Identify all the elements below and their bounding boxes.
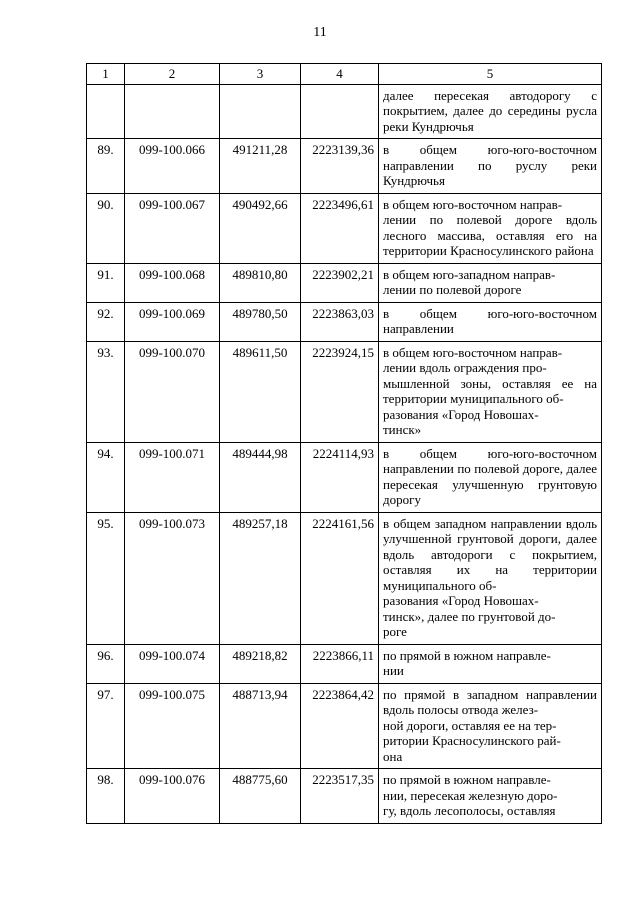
point-number-cell: 98.: [87, 769, 125, 824]
point-code-cell: 099-100.067: [125, 193, 220, 263]
column-header-5: 5: [379, 64, 602, 85]
y-coordinate-cell: 2223864,42: [301, 683, 379, 769]
x-coordinate-cell: 489444,98: [220, 442, 301, 512]
table-row: [87, 769, 602, 824]
x-coordinate-cell: 489257,18: [220, 512, 301, 644]
y-coordinate-cell: 2223139,36: [301, 139, 379, 194]
point-number-cell: 94.: [87, 442, 125, 512]
y-coordinate-cell: 2223924,15: [301, 341, 379, 442]
y-coordinate-cell: 2223866,11: [301, 644, 379, 683]
page-number: 11: [313, 25, 327, 40]
point-code-cell: 099-100.073: [125, 512, 220, 644]
table-row: [87, 683, 602, 769]
point-number-cell: 95.: [87, 512, 125, 644]
boundary-description-cell: в общем юго-юго-восточном направлении: [379, 302, 602, 341]
x-coordinate-cell: 488775,60: [220, 769, 301, 824]
point-code-cell: 099-100.076: [125, 769, 220, 824]
point-code-cell: 099-100.074: [125, 644, 220, 683]
table-row: [87, 442, 602, 512]
point-code-cell: 099-100.070: [125, 341, 220, 442]
y-coordinate-cell: 2224161,56: [301, 512, 379, 644]
table-row: [87, 263, 602, 302]
boundary-description-cell: по прямой в западном направлении вдоль полосы отвода желез- ной дороги, оставляя ее на тер- ритории Красносулинского рай- она: [379, 683, 602, 769]
point-code-cell: 099-100.068: [125, 263, 220, 302]
x-coordinate-cell: 491211,28: [220, 139, 301, 194]
point-number-cell: 90.: [87, 193, 125, 263]
x-coordinate-cell: [220, 84, 301, 139]
table-row: [87, 84, 602, 139]
point-number-cell: 91.: [87, 263, 125, 302]
point-code-cell: 099-100.066: [125, 139, 220, 194]
x-coordinate-cell: 489611,50: [220, 341, 301, 442]
table-row: [87, 193, 602, 263]
point-code-cell: 099-100.069: [125, 302, 220, 341]
point-number-cell: 89.: [87, 139, 125, 194]
x-coordinate-cell: 489810,80: [220, 263, 301, 302]
y-coordinate-cell: 2223496,61: [301, 193, 379, 263]
table-header-row: [87, 64, 602, 85]
table-row: [87, 302, 602, 341]
boundary-description-cell: в общем западном направлении вдоль улучшенной грунтовой дороги, далее вдоль автодороги с покрытием, оставляя их на территории муниципального об- разования «Город Новошах- тинск», далее по грунтовой до- роге: [379, 512, 602, 644]
table-row: [87, 644, 602, 683]
column-header-3: 3: [220, 64, 301, 85]
point-code-cell: 099-100.075: [125, 683, 220, 769]
point-number-cell: [87, 84, 125, 139]
boundary-description-cell: в общем юго-восточном направ- лении вдоль ограждения про- мышленной зоны, оставляя ее на территории муниципального об- разования «Город Новошах- тинск»: [379, 341, 602, 442]
point-code-cell: 099-100.071: [125, 442, 220, 512]
point-number-cell: 93.: [87, 341, 125, 442]
y-coordinate-cell: 2223517,35: [301, 769, 379, 824]
boundary-description-cell: в общем юго-юго-восточном направлении по руслу реки Кундрючья: [379, 139, 602, 194]
y-coordinate-cell: 2223863,03: [301, 302, 379, 341]
boundary-description-cell: в общем юго-восточном направ- лении по полевой дороге вдоль лесного массива, оставляя его на территории Красносулинского района: [379, 193, 602, 263]
y-coordinate-cell: [301, 84, 379, 139]
point-code-cell: [125, 84, 220, 139]
point-number-cell: 96.: [87, 644, 125, 683]
column-header-4: 4: [301, 64, 379, 85]
x-coordinate-cell: 489218,82: [220, 644, 301, 683]
point-number-cell: 97.: [87, 683, 125, 769]
column-header-1: 1: [87, 64, 125, 85]
x-coordinate-cell: 489780,50: [220, 302, 301, 341]
boundary-description-cell: в общем юго-юго-восточном направлении по полевой дороге, далее пересекая улучшенную грунтовую дорогу: [379, 442, 602, 512]
column-header-2: 2: [125, 64, 220, 85]
boundary-description-cell: в общем юго-западном направ- лении по полевой дороге: [379, 263, 602, 302]
x-coordinate-cell: 490492,66: [220, 193, 301, 263]
y-coordinate-cell: 2223902,21: [301, 263, 379, 302]
boundary-description-cell: по прямой в южном направле- нии, пересекая железную доро- гу, вдоль лесополосы, оставляя: [379, 769, 602, 824]
x-coordinate-cell: 488713,94: [220, 683, 301, 769]
boundary-table: [86, 63, 602, 824]
y-coordinate-cell: 2224114,93: [301, 442, 379, 512]
point-number-cell: 92.: [87, 302, 125, 341]
table-row: [87, 341, 602, 442]
table-row: [87, 139, 602, 194]
table-row: [87, 512, 602, 644]
boundary-description-cell: далее пересекая автодорогу с покрытием, далее до середины русла реки Кундрючья: [379, 84, 602, 139]
boundary-description-cell: по прямой в южном направле- нии: [379, 644, 602, 683]
